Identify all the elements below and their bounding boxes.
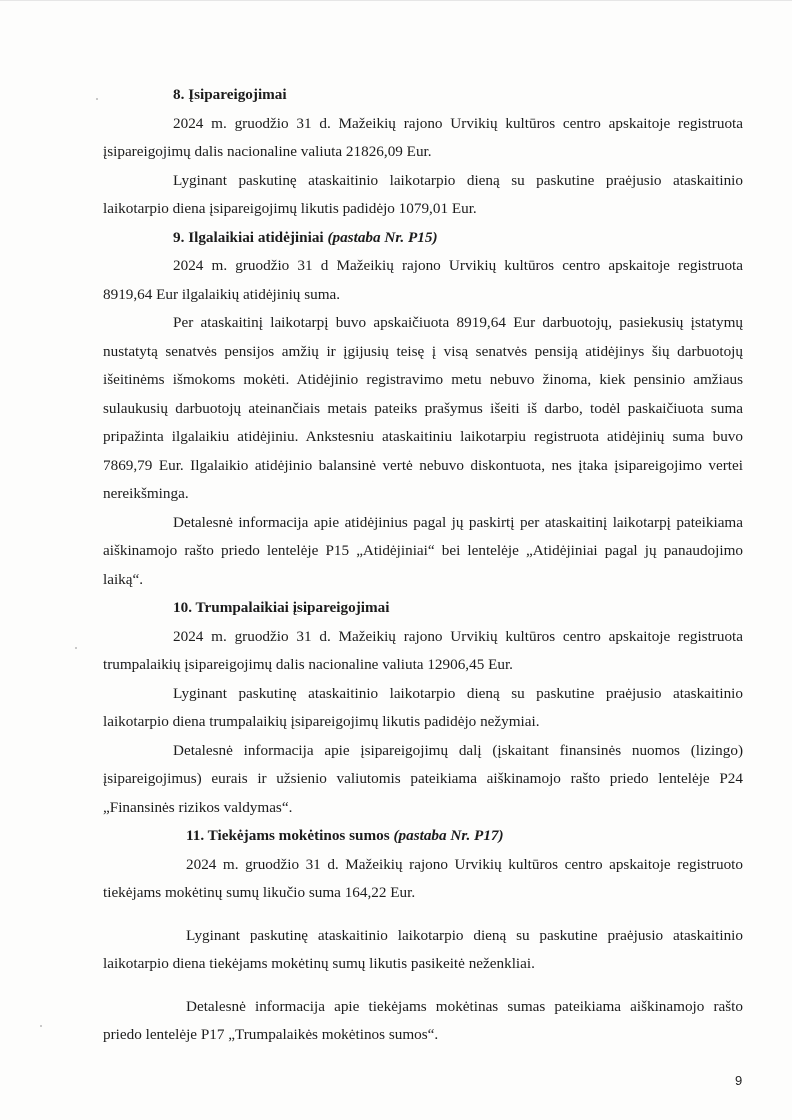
paragraph: 2024 m. gruodžio 31 d. Mažeikių rajono Urvikių kultūros centro apskaitoje registruota įsipareigojimų dalis nacionaline valiuta 21826,09 Eur. xyxy=(103,114,743,160)
paragraph: 2024 m. gruodžio 31 d. Mažeikių rajono Urvikių kultūros centro apskaitoje registruota trumpalaikių įsipareigojimų dalis nacionaline valiuta 12906,45 Eur. xyxy=(103,627,743,673)
section-heading-9: 9. Ilgalaikiai atidėjiniai (pastaba Nr. P15) xyxy=(173,228,438,246)
paragraph: 2024 m. gruodžio 31 d. Mažeikių rajono Urvikių kultūros centro apskaitoje registruoto tiekėjams mokėtinų sumų likučio suma 164,22 Eur. xyxy=(103,855,743,901)
scan-speck xyxy=(75,647,77,649)
section-heading-10: 10. Trumpalaikiai įsipareigojimai xyxy=(173,599,390,616)
note-reference: (pastaba Nr. P15) xyxy=(327,228,438,246)
page-number: 9 xyxy=(735,1073,743,1088)
paragraph: Lyginant paskutinę ataskaitinio laikotarpio dieną su paskutine praėjusio ataskaitinio laikotarpio diena įsipareigojimų likutis padidėjo 1079,01 Eur. xyxy=(103,171,743,217)
paragraph: Per ataskaitinį laikotarpį buvo apskaičiuota 8919,64 Eur darbuotojų, pasiekusių įstatymų nustatytą senatvės pensijos amžių ir įgijusių teisę į visą senatvės pensiją atidėjinys šių darbuotojų išeitinėms išmokoms mokėti. Atidėjinio registravimo metu nebuvo žinoma, kiek pensinio amžiaus sulaukusių darbuotojų ateinančiais metais pateiks prašymus išeiti iš darbo, todėl paskaičiuota suma pripažinta ilgalaikiu atidėjiniu. Ankstesniu ataskaitiniu laikotarpiu registruota atidėjinių suma buvo 7869,79 Eur. Ilgalaikio atidėjinio balansinė vertė nebuvo diskontuota, nes įtaka įsipareigojimo vertei nereikšminga. xyxy=(103,314,743,502)
scan-speck xyxy=(96,98,98,100)
paragraph: Detalesnė informacija apie įsipareigojimų dalį (įskaitant finansinės nuomos (lizingo) įsipareigojimus) eurais ir užsienio valiutomis pateikiama aiškinamojo rašto priedo lentelėje P24 „Finansinės rizikos valdymas“. xyxy=(103,741,743,816)
paragraph: Lyginant paskutinę ataskaitinio laikotarpio dieną su paskutine praėjusio ataskaitinio laikotarpio diena tiekėjams mokėtinų sumų likutis pasikeitė neženkliai. xyxy=(103,926,743,972)
scan-speck xyxy=(40,1025,42,1027)
document-body xyxy=(103,81,743,1050)
paragraph: 2024 m. gruodžio 31 d Mažeikių rajono Urvikių kultūros centro apskaitoje registruota 8919,64 Eur ilgalaikių atidėjinių suma. xyxy=(103,257,743,303)
section-heading-11: 11. Tiekėjams mokėtinos sumos (pastaba Nr. P17) xyxy=(186,827,504,844)
paragraph: Lyginant paskutinę ataskaitinio laikotarpio dieną su paskutine praėjusio ataskaitinio laikotarpio diena trumpalaikių įsipareigojimų likutis padidėjo nežymiai. xyxy=(103,684,743,730)
section-heading-8: 8. Įsipareigojimai xyxy=(173,86,287,103)
note-reference: (pastaba Nr. P17) xyxy=(393,827,504,844)
paragraph: Detalesnė informacija apie atidėjinius pagal jų paskirtį per ataskaitinį laikotarpį pateikiama aiškinamojo rašto priedo lentelėje P15 „Atidėjiniai“ bei lentelėje „Atidėjiniai pagal jų panaudojimo laiką“. xyxy=(103,513,743,588)
paragraph: Detalesnė informacija apie tiekėjams mokėtinas sumas pateikiama aiškinamojo rašto priedo lentelėje P17 „Trumpalaikės mokėtinos sumos“. xyxy=(103,997,743,1043)
